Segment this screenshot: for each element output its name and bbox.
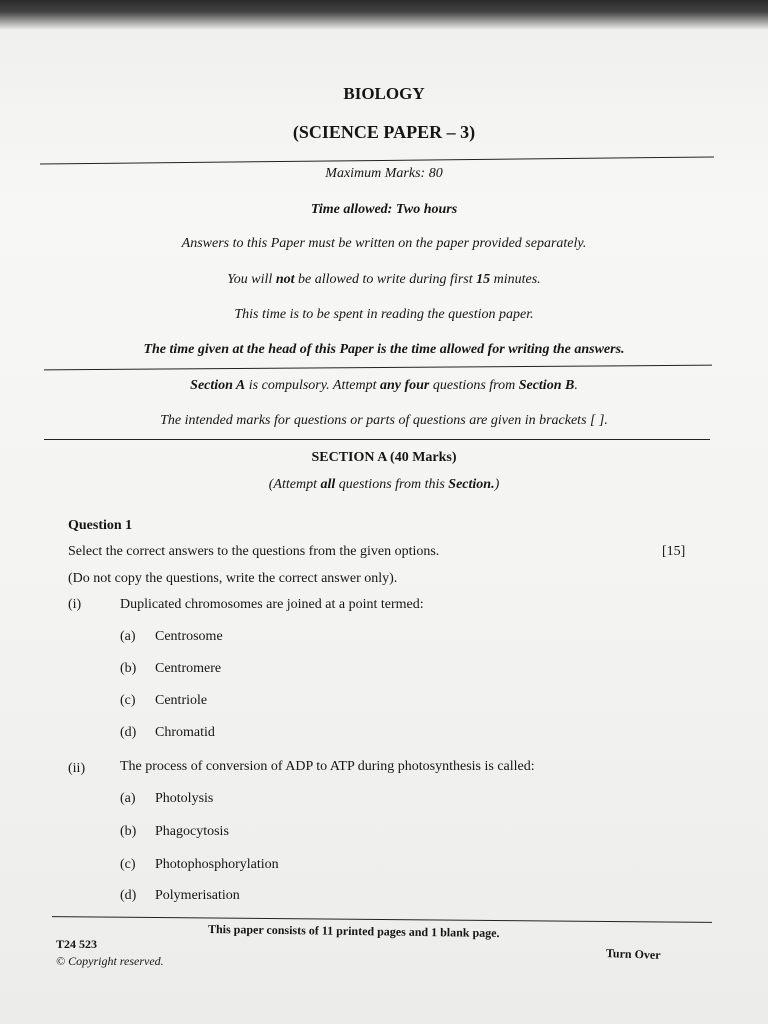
max-marks: Maximum Marks: 80	[325, 166, 443, 181]
pages-note: This paper consists of 11 printed pages and 1 blank page.	[207, 921, 500, 941]
section-a-note-text: questions from this	[335, 477, 449, 492]
section-a-note-emphasis: all	[320, 477, 336, 492]
option-letter: (b)	[120, 661, 137, 676]
option-text: Polymerisation	[155, 888, 240, 903]
time-allowed: Time allowed: Two hours	[310, 202, 458, 217]
option-letter: (b)	[120, 824, 137, 839]
divider-bottom	[44, 439, 710, 440]
section-a-note-text: )	[494, 477, 500, 492]
option-text: Photolysis	[155, 791, 214, 806]
option-text: Centrosome	[155, 629, 223, 644]
section-info-text: is compulsory. Attempt	[245, 378, 380, 393]
paper-code: T24 523	[56, 937, 98, 951]
section-a-note-text: (Attempt	[268, 477, 321, 492]
instruction-emphasis: not	[275, 272, 295, 287]
question-instruction: Select the correct answers to the questions from the given options.	[68, 544, 440, 559]
option-text: Chromatid	[155, 725, 215, 740]
section-info-line2: The intended marks for questions or parts of questions are given in brackets [ ].	[160, 413, 608, 428]
instruction-reading-time	[0, 272, 768, 288]
option-text: Phagocytosis	[155, 824, 229, 839]
option-letter: (a)	[120, 791, 136, 806]
instruction-text: minutes.	[490, 272, 541, 287]
question-marks: [15]	[662, 544, 686, 559]
option-text: Photophosphorylation	[155, 857, 279, 872]
section-info-emphasis: Section A	[190, 378, 246, 393]
option-letter: (c)	[120, 693, 136, 708]
option-letter: (a)	[120, 629, 136, 644]
instruction-emphasis: 15	[476, 272, 491, 287]
section-info-emphasis: Section B	[518, 378, 575, 393]
paper-title: BIOLOGY	[343, 84, 425, 103]
question-label: Question 1	[68, 518, 133, 533]
instruction-reading-purpose: This time is to be spent in reading the question paper.	[234, 307, 534, 322]
turn-over: Turn Over	[605, 946, 661, 962]
divider-middle	[44, 365, 712, 371]
question-note: (Do not copy the questions, write the correct answer only).	[68, 571, 398, 586]
part-number: (ii)	[68, 761, 86, 776]
copyright-note: © Copyright reserved.	[56, 954, 164, 968]
section-a-note	[0, 477, 768, 493]
section-info-text: questions from	[429, 378, 519, 393]
instruction-answers: Answers to this Paper must be written on the paper provided separately.	[181, 236, 587, 251]
section-info-text: .	[574, 378, 578, 393]
section-a-heading: SECTION A (40 Marks)	[311, 450, 457, 465]
part-number: (i)	[68, 597, 82, 612]
footer-divider	[52, 916, 712, 923]
divider-top	[40, 156, 714, 164]
section-info-emphasis: any four	[379, 378, 430, 393]
option-text: Centromere	[155, 661, 222, 676]
section-a-note-emphasis: Section.	[448, 477, 495, 492]
instruction-time-head: The time given at the head of this Paper is the time allowed for writing the answers.	[143, 342, 625, 357]
page-top-shadow	[0, 0, 768, 30]
part-question-text: The process of conversion of ADP to ATP during photosynthesis is called:	[120, 759, 535, 774]
option-text: Centriole	[155, 693, 208, 708]
option-letter: (d)	[120, 725, 137, 740]
part-question-text: Duplicated chromosomes are joined at a point termed:	[120, 597, 424, 612]
section-info-line1	[0, 378, 768, 394]
paper-subtitle: (SCIENCE PAPER – 3)	[292, 122, 476, 142]
instruction-text: You will	[227, 272, 276, 287]
instruction-text: be allowed to write during first	[294, 272, 477, 287]
option-letter: (c)	[120, 857, 136, 872]
option-letter: (d)	[120, 888, 137, 903]
